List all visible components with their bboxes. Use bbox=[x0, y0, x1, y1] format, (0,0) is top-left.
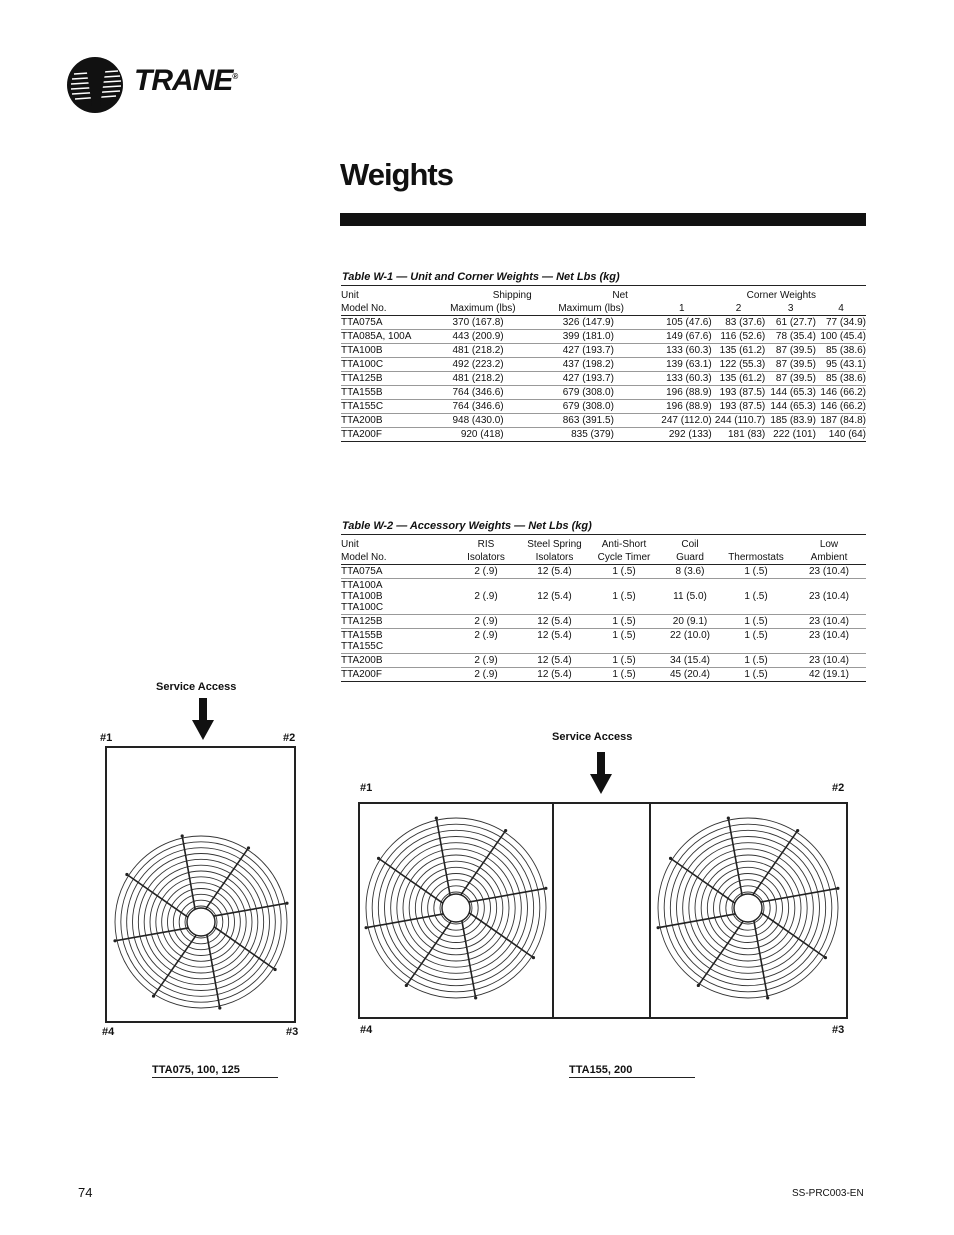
table-cell: 193 (87.5) bbox=[712, 400, 766, 414]
table-cell: 292 (133) bbox=[652, 428, 712, 442]
table1-header-corner-1: 1 bbox=[652, 302, 712, 316]
table-cell: 34 (15.4) bbox=[660, 654, 720, 668]
table-cell: 12 (5.4) bbox=[521, 565, 588, 579]
table1-header-unit: Unit bbox=[341, 290, 359, 301]
small-service-access-arrow-icon bbox=[192, 698, 214, 740]
table1-header-net-max: Maximum (lbs) bbox=[546, 302, 652, 316]
table-cell: 95 (43.1) bbox=[816, 358, 866, 372]
table-row bbox=[341, 615, 866, 629]
table-cell: 443 (200.9) bbox=[429, 330, 546, 344]
table-cell-model: TTA200F bbox=[341, 428, 429, 442]
table-row bbox=[341, 316, 866, 330]
model-name: TTA155C bbox=[341, 641, 384, 652]
table-cell: 135 (61.2) bbox=[712, 372, 766, 386]
table2-header-ambient: Ambient bbox=[792, 551, 866, 565]
table-cell: 83 (37.6) bbox=[712, 316, 766, 330]
table1-caption-rule bbox=[341, 285, 866, 286]
table-cell: 12 (5.4) bbox=[521, 615, 588, 629]
table-cell: 146 (66.2) bbox=[816, 400, 866, 414]
brand-registered-mark: ® bbox=[232, 72, 238, 81]
table2-header-row-1 bbox=[341, 538, 866, 551]
page-title: Weights bbox=[340, 157, 453, 192]
trane-circle-logo bbox=[66, 56, 124, 114]
table-cell: 1 (.5) bbox=[720, 668, 792, 682]
table-cell: 42 (19.1) bbox=[792, 668, 866, 682]
table-cell: 2 (.9) bbox=[451, 615, 521, 629]
table-cell: 187 (84.8) bbox=[816, 414, 866, 428]
table-cell: 135 (61.2) bbox=[712, 344, 766, 358]
table-cell: 20 (9.1) bbox=[660, 615, 720, 629]
model-name: TTA075A bbox=[341, 566, 383, 577]
table-cell: 87 (39.5) bbox=[765, 358, 816, 372]
model-name: TTA100C bbox=[341, 602, 384, 613]
table-cell: 87 (39.5) bbox=[765, 344, 816, 358]
table-cell: 78 (35.4) bbox=[765, 330, 816, 344]
table1-header-corner-3: 3 bbox=[765, 302, 816, 316]
model-name: TTA155B bbox=[341, 630, 383, 641]
table-row bbox=[341, 386, 866, 400]
brand-name: TRANE bbox=[134, 64, 233, 97]
brand-wordmark bbox=[134, 64, 237, 98]
table2-header-coil: Coil bbox=[681, 539, 699, 550]
table2-header-guard: Guard bbox=[660, 551, 720, 565]
table-cell-model: TTA155B bbox=[341, 386, 429, 400]
table-cell: 437 (198.2) bbox=[546, 358, 652, 372]
table-cell: 1 (.5) bbox=[588, 579, 660, 615]
table-cell: 1 (.5) bbox=[588, 565, 660, 579]
document-code: SS-PRC003-EN bbox=[792, 1188, 864, 1199]
table-cell: 370 (167.8) bbox=[429, 316, 546, 330]
small-corner-2: #2 bbox=[283, 732, 296, 744]
table-cell: 399 (181.0) bbox=[546, 330, 652, 344]
table-cell: 222 (101) bbox=[765, 428, 816, 442]
table-cell: 45 (20.4) bbox=[660, 668, 720, 682]
table2-header-cycle-timer: Cycle Timer bbox=[588, 551, 660, 565]
table-cell: 2 (.9) bbox=[451, 668, 521, 682]
table2-header-spring-isolators: Isolators bbox=[521, 551, 588, 565]
table-cell: 2 (.9) bbox=[451, 579, 521, 615]
large-corner-3: #3 bbox=[832, 1024, 845, 1036]
table-cell: 196 (88.9) bbox=[652, 400, 712, 414]
table-cell: 144 (65.3) bbox=[765, 386, 816, 400]
table-row bbox=[341, 330, 866, 344]
page-number: 74 bbox=[78, 1185, 93, 1200]
table2-caption-rule bbox=[341, 534, 866, 535]
table-cell: 679 (308.0) bbox=[546, 400, 652, 414]
table1-header-net: Net bbox=[612, 290, 628, 301]
table-cell: 181 (83) bbox=[712, 428, 766, 442]
table-row bbox=[341, 344, 866, 358]
model-name: TTA125B bbox=[341, 616, 383, 627]
table-cell: 85 (38.6) bbox=[816, 344, 866, 358]
table-cell: 87 (39.5) bbox=[765, 372, 816, 386]
model-name: TTA100A bbox=[341, 580, 383, 591]
table-cell: 244 (110.7) bbox=[712, 414, 766, 428]
small-service-access-label: Service Access bbox=[156, 681, 237, 693]
table-cell: 85 (38.6) bbox=[816, 372, 866, 386]
table1 bbox=[341, 289, 866, 442]
table-cell: 12 (5.4) bbox=[521, 579, 588, 615]
table-row bbox=[341, 565, 866, 579]
table2-header-ris: RIS bbox=[477, 539, 495, 550]
table-cell: 144 (65.3) bbox=[765, 400, 816, 414]
table1-header-shipping: Shipping bbox=[492, 290, 532, 301]
table-cell: 481 (218.2) bbox=[429, 344, 546, 358]
table-cell: 835 (379) bbox=[546, 428, 652, 442]
table1-header-corner-weights: Corner Weights bbox=[746, 290, 816, 301]
small-unit-outline bbox=[105, 746, 297, 1024]
table-cell: 764 (346.6) bbox=[429, 386, 546, 400]
table-cell: 920 (418) bbox=[429, 428, 546, 442]
table2-header-anti-short: Anti-Short bbox=[601, 539, 647, 550]
table1-header-corner-2: 2 bbox=[712, 302, 766, 316]
table-cell: 22 (10.0) bbox=[660, 629, 720, 654]
small-diagram-caption: TTA075, 100, 125 bbox=[152, 1064, 278, 1078]
table-row bbox=[341, 414, 866, 428]
table-cell-model: TTA100B bbox=[341, 344, 429, 358]
table-cell-model bbox=[341, 668, 451, 682]
model-name: TTA200F bbox=[341, 669, 382, 680]
table2 bbox=[341, 538, 866, 682]
table-cell-model: TTA125B bbox=[341, 372, 429, 386]
table-cell-model bbox=[341, 615, 451, 629]
table1-header-row-2 bbox=[341, 302, 866, 316]
table1-header-model: Model No. bbox=[341, 302, 429, 316]
table-cell: 1 (.5) bbox=[720, 654, 792, 668]
table-cell: 140 (64) bbox=[816, 428, 866, 442]
table-row bbox=[341, 372, 866, 386]
table1-header-corner-4: 4 bbox=[816, 302, 866, 316]
small-corner-1: #1 bbox=[100, 732, 113, 744]
large-unit-outline bbox=[358, 802, 850, 1020]
table-cell-model bbox=[341, 629, 451, 654]
table-cell: 679 (308.0) bbox=[546, 386, 652, 400]
table-cell: 133 (60.3) bbox=[652, 372, 712, 386]
table-cell: 1 (.5) bbox=[588, 654, 660, 668]
table2-header-low: Low bbox=[819, 539, 839, 550]
table-cell: 481 (218.2) bbox=[429, 372, 546, 386]
table-cell: 2 (.9) bbox=[451, 565, 521, 579]
table-cell: 1 (.5) bbox=[588, 615, 660, 629]
table-cell: 139 (63.1) bbox=[652, 358, 712, 372]
table-cell: 12 (5.4) bbox=[521, 629, 588, 654]
table-row bbox=[341, 400, 866, 414]
table-cell: 1 (.5) bbox=[720, 615, 792, 629]
table-cell: 149 (67.6) bbox=[652, 330, 712, 344]
table1-header-row-1 bbox=[341, 289, 866, 302]
table-cell: 146 (66.2) bbox=[816, 386, 866, 400]
table-cell-model: TTA075A bbox=[341, 316, 429, 330]
table-cell: 2 (.9) bbox=[451, 629, 521, 654]
table-cell: 2 (.9) bbox=[451, 654, 521, 668]
table1-caption: Table W-1 — Unit and Corner Weights — Net Lbs (kg) bbox=[342, 271, 620, 283]
table-cell: 133 (60.3) bbox=[652, 344, 712, 358]
table-cell: 23 (10.4) bbox=[792, 565, 866, 579]
table-cell: 492 (223.2) bbox=[429, 358, 546, 372]
table-cell: 326 (147.9) bbox=[546, 316, 652, 330]
table-cell: 23 (10.4) bbox=[792, 629, 866, 654]
large-corner-1: #1 bbox=[360, 782, 373, 794]
large-service-access-label: Service Access bbox=[552, 731, 633, 743]
table-cell: 863 (391.5) bbox=[546, 414, 652, 428]
table2-header-thermostats: Thermostats bbox=[720, 551, 792, 565]
large-service-access-arrow-icon bbox=[590, 752, 612, 794]
table-cell: 948 (430.0) bbox=[429, 414, 546, 428]
table-cell: 77 (34.9) bbox=[816, 316, 866, 330]
table-cell-model: TTA100C bbox=[341, 358, 429, 372]
table-cell: 61 (27.7) bbox=[765, 316, 816, 330]
table2-header-unit: Unit bbox=[341, 539, 359, 550]
table2-header-model: Model No. bbox=[341, 551, 451, 565]
table2-header-spring: Steel Spring bbox=[527, 539, 582, 550]
table2-header-row-2 bbox=[341, 551, 866, 565]
table-cell: 1 (.5) bbox=[720, 579, 792, 615]
table-cell: 427 (193.7) bbox=[546, 344, 652, 358]
model-name: TTA100B bbox=[341, 591, 383, 602]
table-cell: 8 (3.6) bbox=[660, 565, 720, 579]
large-corner-2: #2 bbox=[832, 782, 845, 794]
model-name: TTA200B bbox=[341, 655, 383, 666]
table-cell-model: TTA200B bbox=[341, 414, 429, 428]
table-row bbox=[341, 579, 866, 615]
table2-caption: Table W-2 — Accessory Weights — Net Lbs (kg) bbox=[342, 520, 592, 532]
table-cell: 1 (.5) bbox=[588, 668, 660, 682]
table-cell: 196 (88.9) bbox=[652, 386, 712, 400]
table-cell: 23 (10.4) bbox=[792, 654, 866, 668]
table-cell-model: TTA155C bbox=[341, 400, 429, 414]
table-cell: 23 (10.4) bbox=[792, 615, 866, 629]
table-row bbox=[341, 654, 866, 668]
table-cell: 247 (112.0) bbox=[652, 414, 712, 428]
table-cell: 1 (.5) bbox=[720, 629, 792, 654]
table-cell: 23 (10.4) bbox=[792, 579, 866, 615]
table-row bbox=[341, 668, 866, 682]
table-cell: 100 (45.4) bbox=[816, 330, 866, 344]
table-cell: 12 (5.4) bbox=[521, 654, 588, 668]
table-cell: 764 (346.6) bbox=[429, 400, 546, 414]
table1-header-shipping-max: Maximum (lbs) bbox=[429, 302, 546, 316]
table-cell: 185 (83.9) bbox=[765, 414, 816, 428]
table-cell: 12 (5.4) bbox=[521, 668, 588, 682]
table-row bbox=[341, 629, 866, 654]
small-corner-3: #3 bbox=[286, 1026, 299, 1038]
table-row bbox=[341, 358, 866, 372]
title-rule bbox=[340, 213, 866, 226]
table-cell: 427 (193.7) bbox=[546, 372, 652, 386]
large-corner-4: #4 bbox=[360, 1024, 373, 1036]
table-cell: 193 (87.5) bbox=[712, 386, 766, 400]
table-row bbox=[341, 428, 866, 442]
table-cell-model bbox=[341, 654, 451, 668]
table-cell: 1 (.5) bbox=[720, 565, 792, 579]
small-corner-4: #4 bbox=[102, 1026, 115, 1038]
table-cell-model: TTA085A, 100A bbox=[341, 330, 429, 344]
table-cell: 1 (.5) bbox=[588, 629, 660, 654]
table-cell: 122 (55.3) bbox=[712, 358, 766, 372]
table-cell-model bbox=[341, 565, 451, 579]
table-cell: 105 (47.6) bbox=[652, 316, 712, 330]
table-cell: 116 (52.6) bbox=[712, 330, 766, 344]
large-diagram-caption: TTA155, 200 bbox=[569, 1064, 695, 1078]
table-cell: 11 (5.0) bbox=[660, 579, 720, 615]
table-cell-model bbox=[341, 579, 451, 615]
table2-header-isolators: Isolators bbox=[451, 551, 521, 565]
